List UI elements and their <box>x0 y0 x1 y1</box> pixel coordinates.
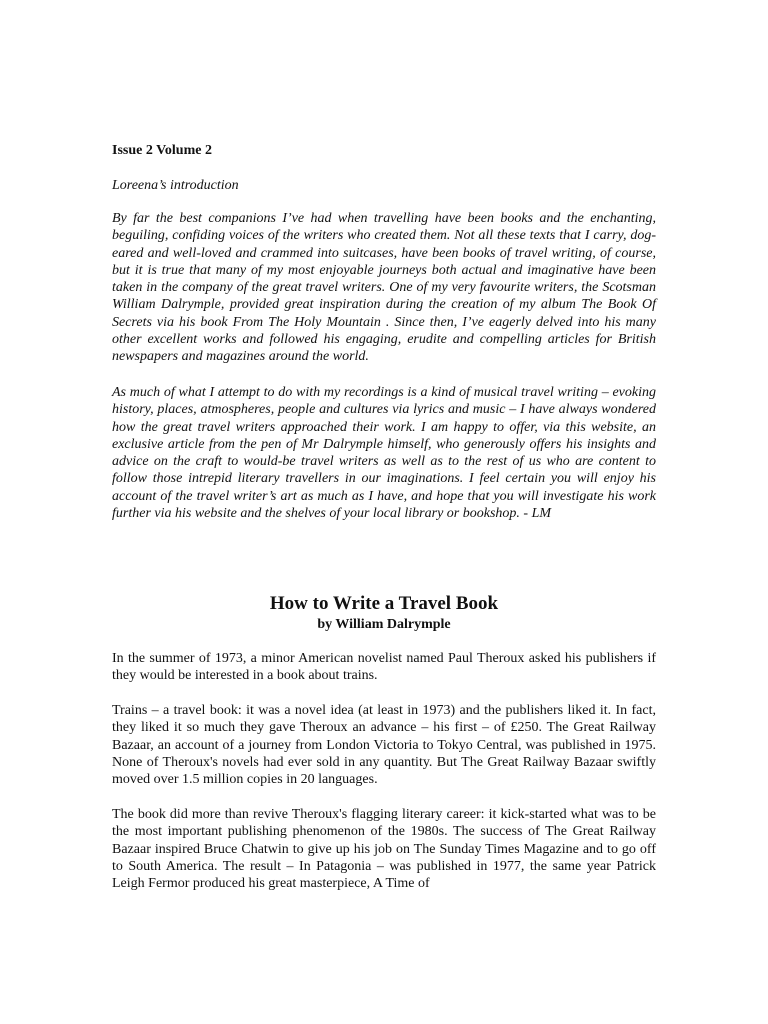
article-paragraph-2: Trains – a travel book: it was a novel idea (at least in 1973) and the publishers liked it. In fact, they liked it so much they gave Theroux an advance – his first – of £250. The Great Railway Bazaar, an account of a journey from London Victoria to Tokyo Central, was published in 1975. None of Theroux's novels had ever sold in any quantity. But The Great Railway Bazaar swiftly moved over 1.5 million copies in 20 languages. <box>112 703 656 788</box>
introduction-paragraph-2: As much of what I attempt to do with my recordings is a kind of musical travel writing – evoking history, places, atmospheres, people and cultures via lyrics and music – I have always wondered how the great travel writers approached their work. I am happy to offer, via this website, an exclusive article from the pen of Mr Dalrymple himself, who generously offers his insights and advice on the craft to would-be travel writers as well as to the rest of us who are content to follow those intrepid literary travellers in our imaginations. I feel certain you will enjoy his account of the travel writer’s art as much as I have, and hope that you will investigate his work further via his website and the shelves of your local library or bookshop. - LM <box>112 385 656 522</box>
introduction-paragraph-1: By far the best companions I’ve had when travelling have been books and the enchanting, beguiling, confiding voices of the writers who created them. Not all these texts that I carry, dog-eared and well-loved and crammed into suitcases, have been books of travel writing, of course, but it is true that many of my most enjoyable journeys both actual and imaginative have been taken in the company of the great travel writers. One of my very favourite writers, the Scotsman William Dalrymple, provided great inspiration during the creation of my album The Book Of Secrets via his book From The Holy Mountain . Since then, I’ve eagerly delved into his many other excellent works and followed his engaging, erudite and compelling articles for British newspapers and magazines around the world. <box>112 211 656 365</box>
introduction-heading: Loreena’s introduction <box>112 178 239 193</box>
article-byline: by William Dalrymple <box>317 617 451 632</box>
article-paragraph-3: The book did more than revive Theroux's flagging literary career: it kick-started what was to be the most important publishing phenomenon of the 1980s. The success of The Great Railway Bazaar inspired Bruce Chatwin to give up his job on The Sunday Times Magazine and to go off to South America. The result – In Patagonia – was published in 1977, the same year Patrick Leigh Fermor produced his great masterpiece, A Time of <box>112 807 656 892</box>
article-title: How to Write a Travel Book <box>269 593 499 614</box>
article-paragraph-1: In the summer of 1973, a minor American novelist named Paul Theroux asked his publishers if they would be interested in a book about trains. <box>112 651 656 684</box>
issue-label: Issue 2 Volume 2 <box>112 143 212 158</box>
